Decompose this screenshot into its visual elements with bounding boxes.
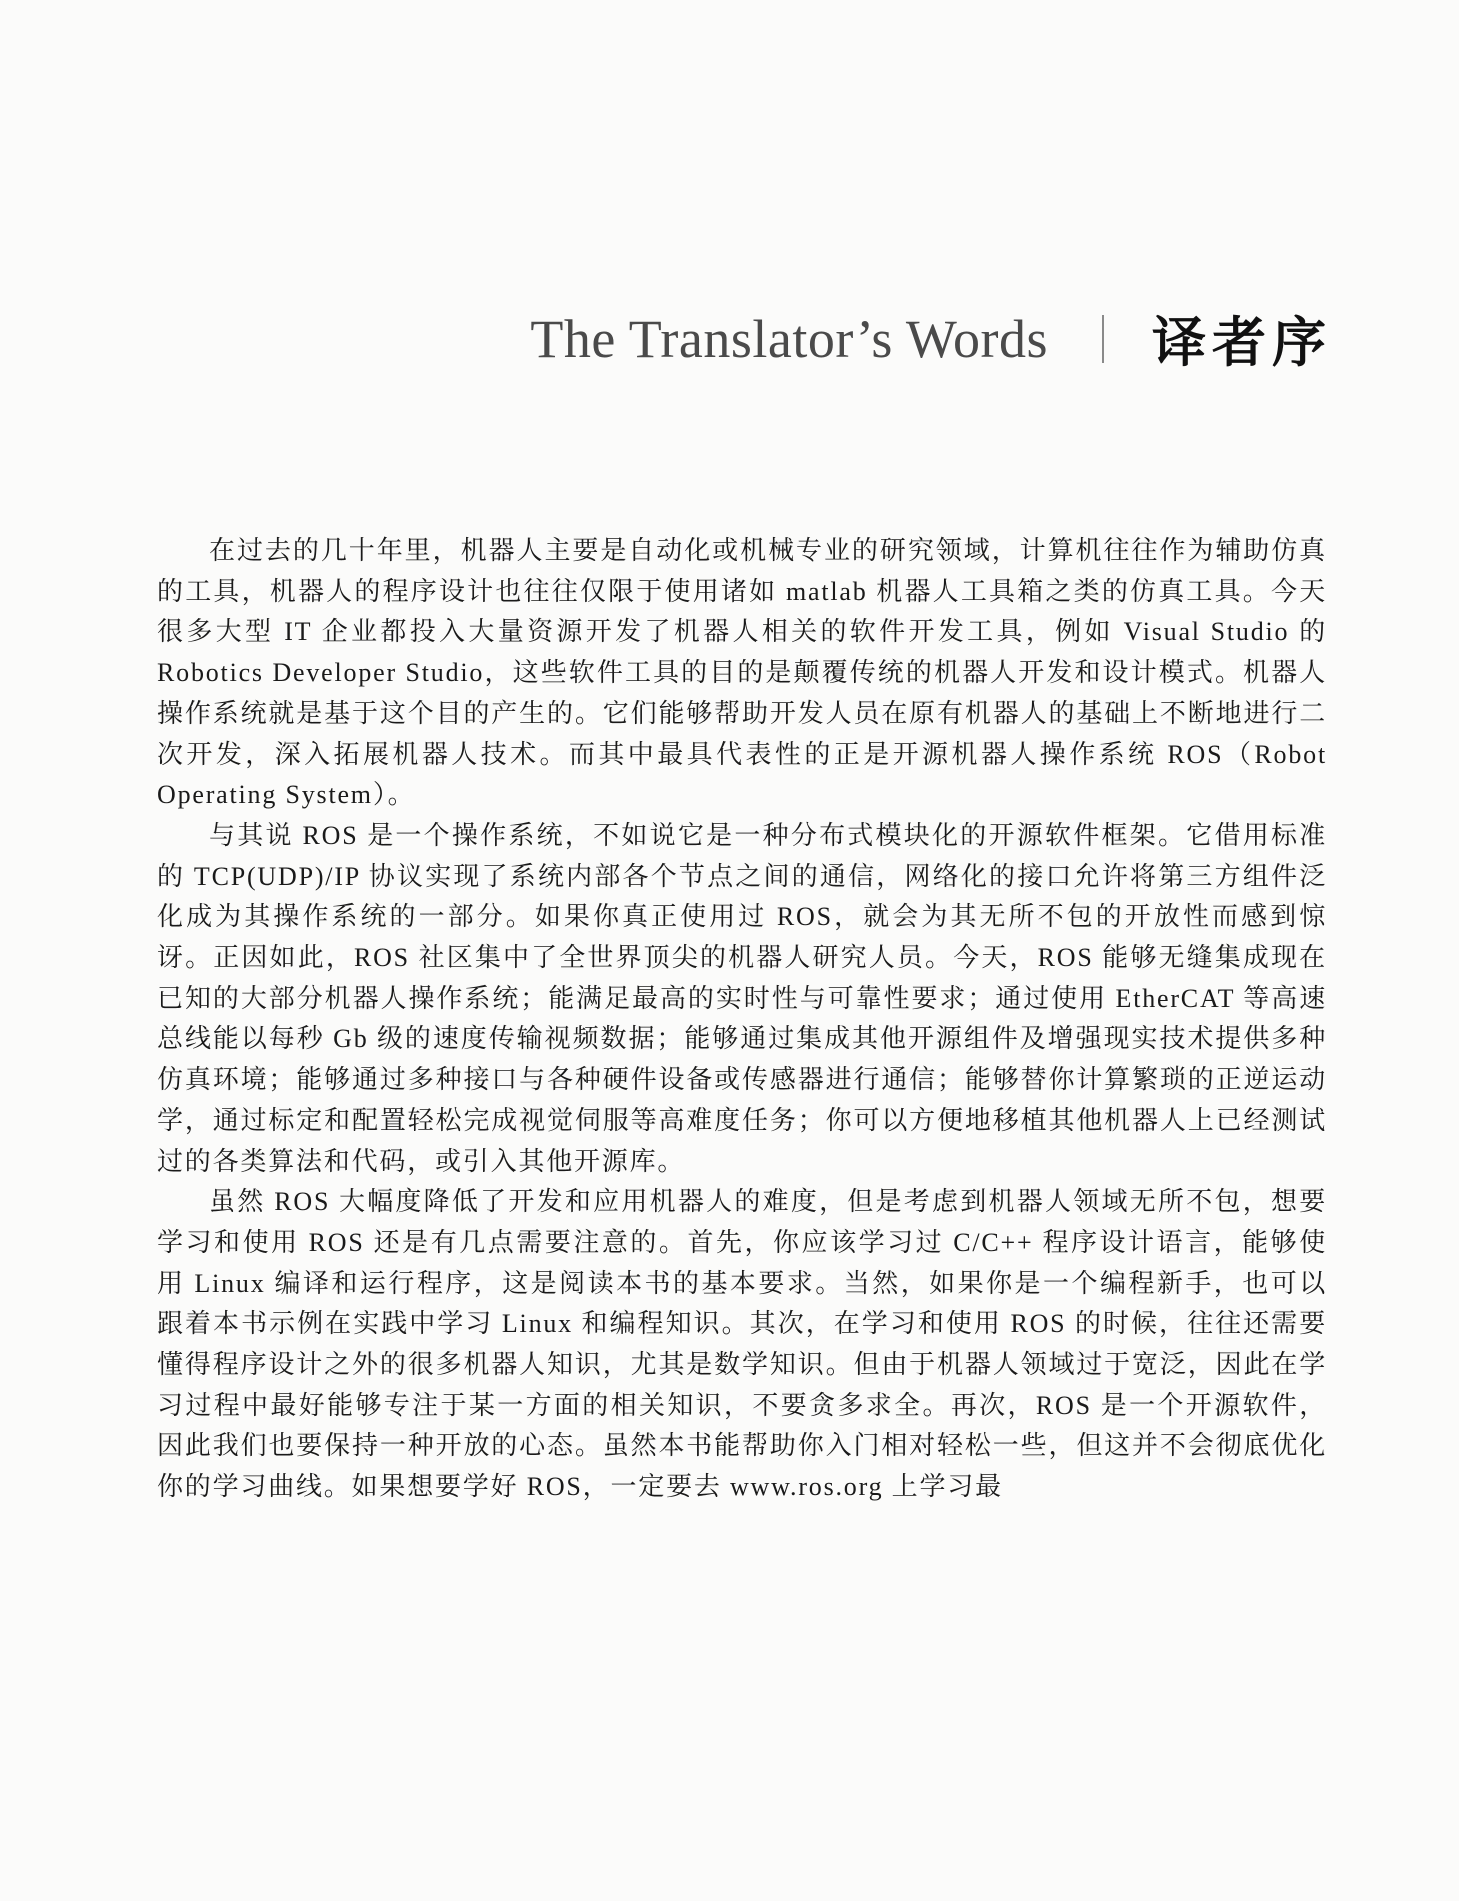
chapter-header: [530, 300, 1332, 377]
paragraph-2: 与其说 ROS 是一个操作系统，不如说它是一种分布式模块化的开源软件框架。它借用标准的 TCP(UDP)/IP 协议实现了系统内部各个节点之间的通信，网络化的接口允许将第三方组件泛化成为其操作系统的一部分。如果你真正使用过 ROS，就会为其无所不包的开放性而感到惊讶。正因如此，ROS 社区集中了全世界顶尖的机器人研究人员。今天，ROS 能够无缝集成现在已知的大部分机器人操作系统；能满足最高的实时性与可靠性要求；通过使用 EtherCAT 等高速总线能以每秒 Gb 级的速度传输视频数据；能够通过集成其他开源组件及增强现实技术提供多种仿真环境；能够通过多种接口与各种硬件设备或传感器进行通信；能够替你计算繁琐的正逆运动学，通过标定和配置轻松完成视觉伺服等高难度任务；你可以方便地移植其他机器人上已经测试过的各类算法和代码，或引入其他开源库。: [157, 820, 1327, 1176]
title-separator: [1102, 315, 1104, 363]
paragraph-3: 虽然 ROS 大幅度降低了开发和应用机器人的难度，但是考虑到机器人领域无所不包，想要学习和使用 ROS 还是有几点需要注意的。首先，你应该学习过 C/C++ 程序设计语言，能够使用 Linux 编译和运行程序，这是阅读本书的基本要求。当然，如果你是一个编程新手，也可以跟着本书示例在实践中学习 Linux 和编程知识。其次，在学习和使用 ROS 的时候，往往还需要懂得程序设计之外的很多机器人知识，尤其是数学知识。但由于机器人领域过于宽泛，因此在学习过程中最好能够专注于某一方面的相关知识，不要贪多求全。再次，ROS 是一个开源软件，因此我们也要保持一种开放的心态。虽然本书能帮助你入门相对轻松一些，但这并不会彻底优化你的学习曲线。如果想要学好 ROS，一定要去 www.ros.org 上学习最: [157, 1187, 1327, 1502]
body-text: [157, 531, 1327, 1508]
paragraph-1: 在过去的几十年里，机器人主要是自动化或机械专业的研究领域，计算机往往作为辅助仿真的工具，机器人的程序设计也往往仅限于使用诸如 matlab 机器人工具箱之类的仿真工具。今天很多大型 IT 企业都投入大量资源开发了机器人相关的软件开发工具，例如 Visual Studio 的 Robotics Developer Studio，这些软件工具的目的是颠覆传统的机器人开发和设计模式。机器人操作系统就是基于这个目的产生的。它们能够帮助开发人员在原有机器人的基础上不断地进行二次开发，深入拓展机器人技术。而其中最具代表性的正是开源机器人操作系统 ROS（Robot Operating System）。: [157, 536, 1327, 810]
title-english: The Translator’s Words: [530, 308, 1048, 369]
title-chinese: 译者序: [1152, 310, 1332, 374]
